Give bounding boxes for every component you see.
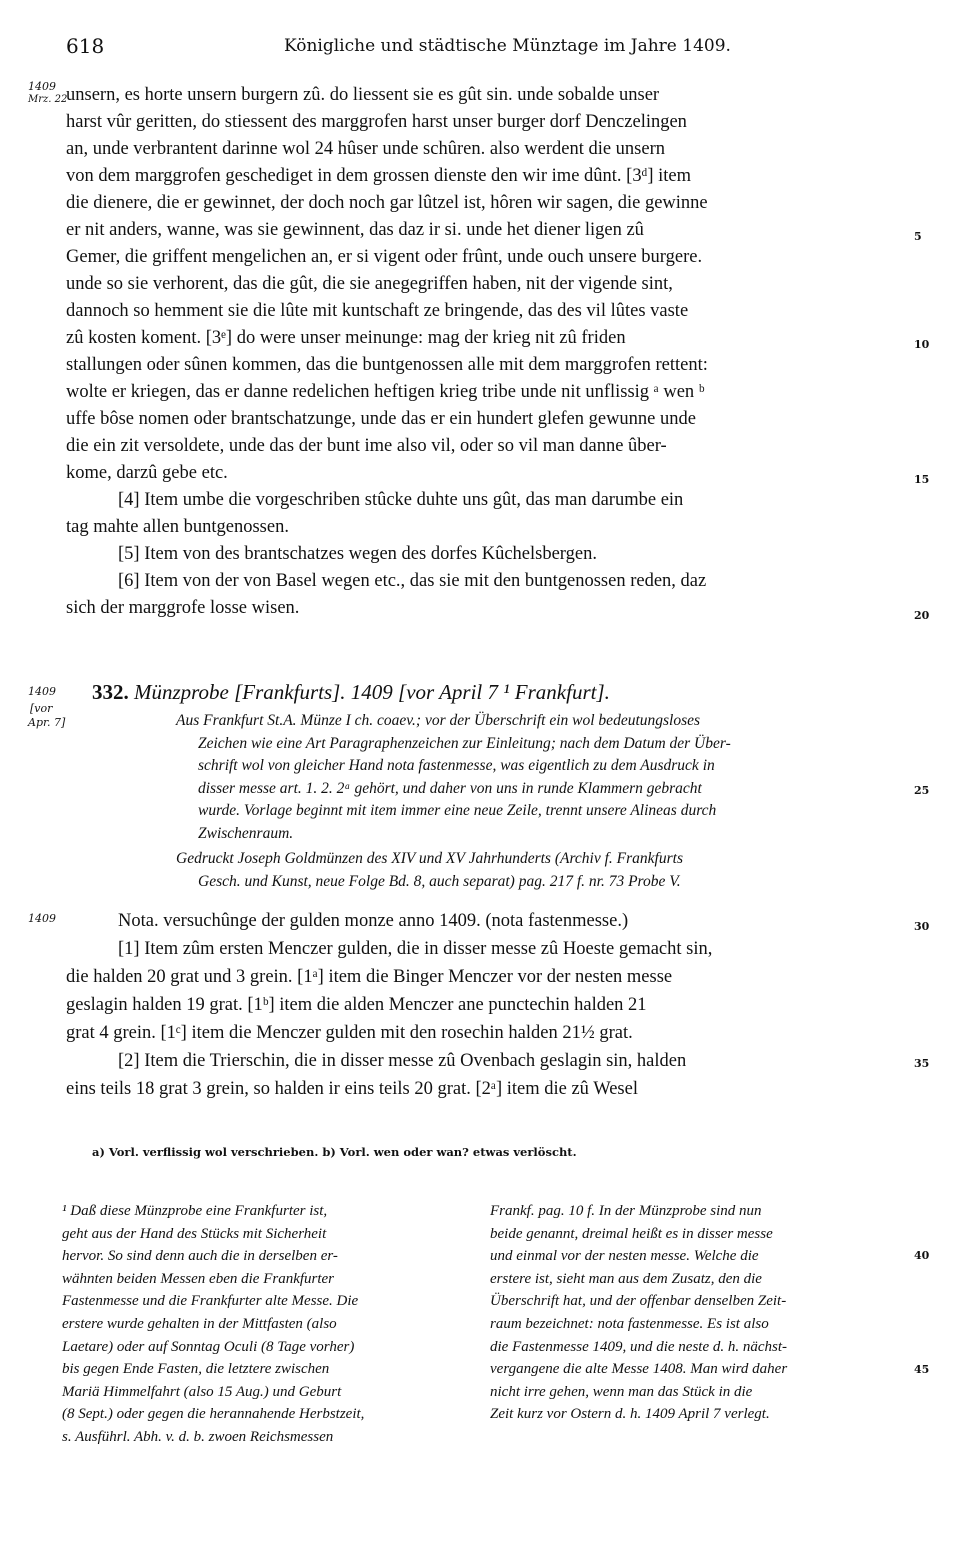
body-line: er nit anders, wanne, was sie gewinnent, das daz ir si. unde het diener ligen zû	[66, 220, 644, 240]
body-line: die ein zit versoldete, unde das der bunt ime also vil, oder so vil man danne ûber-	[66, 436, 667, 456]
source-note-line: Aus Frankfurt St.A. Münze I ch. coaev.; vor der Überschrift ein wol bedeutungsloses	[176, 712, 701, 729]
footnote-line: Mariä Himmelfahrt (also 15 Aug.) und Geburt	[62, 1383, 342, 1400]
footnote-line: vergangene die alte Messe 1408. Man wird daher	[490, 1361, 788, 1378]
body-line: unde so sie verhorent, das die gût, die sie anegegriffen haben, nit der vigende sint,	[66, 274, 673, 294]
footnote-left	[62, 1200, 472, 1449]
footnote-line: hervor. So sind denn auch die in derselben er-	[62, 1248, 338, 1265]
footnote-line: ¹ Daß diese Münzprobe eine Frankfurter ist,	[62, 1203, 328, 1219]
source-note-line: Zwischenraum.	[198, 825, 294, 842]
printed-note-line: Gesch. und Kunst, neue Folge Bd. 8, auch separat) pag. 217 f. nr. 73 Probe V.	[198, 873, 681, 890]
running-title: Königliche und städtische Münztage im Jahre 1409.	[284, 36, 731, 56]
body-line: uffe bôse nomen oder brantschatzunge, unde das er ein hundert glefen gewunne unde	[66, 409, 696, 429]
body-line: harst vûr geritten, do stiessent des marggrofen harst unser burger dorf Denczelingen	[66, 112, 687, 132]
footnote-line: erstere ist, sieht man aus dem Zusatz, den die	[490, 1270, 762, 1287]
line-number: 40	[914, 1249, 930, 1262]
body-line: wolte er kriegen, das er danne redelichen heftigen krieg tribe unde nit unflissig ᵃ wen ᵇ	[66, 382, 705, 402]
footnote-line: s. Ausführl. Abh. v. d. b. zwoen Reichsmessen	[62, 1428, 334, 1445]
body-line: stallungen oder sûnen kommen, das die buntgenossen alle mit dem marggrofen rettent:	[66, 355, 708, 375]
body-line: zû kosten koment. [3ᵉ] do were unser meinunge: mag der krieg nit zû friden	[66, 328, 626, 348]
line-number: 20	[914, 609, 930, 622]
text-line: geslagin halden 19 grat. [1ᵇ] item die alden Menczer ane punctechin halden 21	[66, 995, 647, 1015]
source-note-line: wurde. Vorlage beginnt mit item immer eine neue Zeile, trennt unsere Alineas durch	[198, 802, 717, 819]
line-number: 45	[914, 1363, 930, 1376]
footnote-line: raum bezeichnet: nota fastenmesse. Es ist also	[490, 1315, 769, 1332]
body-line: an, unde verbrantent darinne wol 24 hûser unde schûren. also werdent die unsern	[66, 139, 666, 159]
footnote-line: Laetare) oder auf Sonntag Oculi (8 Tage vorher)	[62, 1338, 355, 1355]
footnote-line: geht aus der Hand des Stücks mit Sicherheit	[62, 1225, 327, 1242]
source-note-line: schrift wol von gleicher Hand nota fastenmesse, was eigentlich zu dem Ausdruck in	[198, 757, 715, 774]
footnote-line: Frankf. pag. 10 f. In der Münzprobe sind nun	[490, 1203, 762, 1219]
text-line: [1] Item zûm ersten Menczer gulden, die in disser messe zû Hoeste gemacht sin,	[118, 939, 713, 959]
body-line: sich der marggrofe losse wisen.	[66, 598, 300, 618]
footnote-line: Fastenmesse und die Frankfurter alte Messe. Die	[62, 1293, 359, 1310]
body-line: unsern, es horte unsern burgern zû. do liessent sie es gût sin. unde sobalde unser	[66, 85, 660, 105]
body-line: [6] Item von der von Basel wegen etc., das sie mit den buntgenossen reden, daz	[118, 571, 707, 591]
footnote-line: wähnten beiden Messen eben die Frankfurter	[62, 1270, 335, 1287]
line-number: 35	[914, 1057, 930, 1070]
body-line: tag mahte allen buntgenossen.	[66, 517, 289, 537]
body-line: die dienere, die er gewinnet, der doch noch gar lûtzel ist, hôren wir sagen, die gewinne	[66, 193, 708, 213]
margin-date: 1409	[28, 912, 56, 925]
printed-note-line: Gedruckt Joseph Goldmünzen des XIV und XV Jahrhunderts (Archiv f. Frankfurts	[176, 850, 683, 867]
variant-apparatus: a) Vorl. verflissig wol verschrieben. b) Vorl. wen oder wan? etwas verlöscht.	[92, 1145, 577, 1159]
footnote-line: und einmal vor der nesten messe. Welche die	[490, 1248, 759, 1265]
footnote-line: (8 Sept.) oder gegen die herannahende Herbstzeit,	[62, 1406, 365, 1423]
line-number: 30	[914, 920, 930, 933]
text-line: die halden 20 grat und 3 grein. [1ᵃ] item die Binger Menczer vor der nesten messe	[66, 967, 673, 987]
margin-date: 1409	[28, 685, 56, 698]
margin-note: [vor	[30, 702, 53, 715]
body-line: [5] Item von des brantschatzes wegen des dorfes Kûchelsbergen.	[118, 544, 597, 564]
line-number: 25	[914, 784, 930, 797]
text-line: [2] Item die Trierschin, die in disser messe zû Ovenbach geslagin sin, halden	[118, 1051, 687, 1071]
document-number: 332.	[92, 680, 129, 704]
line-number: 10	[914, 338, 930, 351]
text-line: Nota. versuchûnge der gulden monze anno 1409. (nota fastenmesse.)	[118, 911, 629, 931]
footnote-right	[490, 1200, 900, 1426]
body-line: von dem marggrofen geschediget in dem grossen dienste den wir ime dûnt. [3ᵈ] item	[66, 166, 692, 186]
text-line: eins teils 18 grat 3 grein, so halden ir eins teils 20 grat. [2ᵃ] item die zû Wesel	[66, 1079, 638, 1099]
footnote-line: Zeit kurz vor Ostern d. h. 1409 April 7 verlegt.	[490, 1406, 770, 1423]
line-number: 5	[914, 230, 922, 243]
margin-date-sub: Mrz. 22	[28, 94, 68, 105]
source-note-line: Zeichen wie eine Art Paragraphenzeichen zur Einleitung; nach dem Datum der Über-	[198, 735, 731, 752]
body-line: Gemer, die griffent mengelichen an, er si vigent oder frûnt, unde ouch unsere burgere.	[66, 247, 703, 267]
text-line: grat 4 grein. [1ᶜ] item die Menczer gulden mit den rosechin halden 21½ grat.	[66, 1023, 633, 1043]
body-line: kome, darzû gebe etc.	[66, 463, 228, 483]
footnote-line: beide genannt, dreimal heißt es in disser messe	[490, 1225, 773, 1242]
footnote-line: die Fastenmesse 1409, und die neste d. h. nächst-	[490, 1338, 788, 1355]
margin-note: Apr. 7]	[28, 716, 66, 729]
footnote-line: erstere wurde gehalten in der Mittfasten (also	[62, 1315, 337, 1332]
page-header	[66, 34, 906, 64]
page-number: 618	[66, 34, 105, 58]
footnote-line: Überschrift hat, und der offenbar denselben Zeit-	[490, 1293, 787, 1310]
source-note-line: disser messe art. 1. 2. 2ᵃ gehört, und daher von uns in runde Klammern gebracht	[198, 780, 702, 797]
line-number: 15	[914, 473, 930, 486]
document-title-text: Münzprobe [Frankfurts]. 1409 [vor April 7 ¹ Frankfurt].	[134, 680, 610, 704]
body-line: dannoch so hemment sie die lûte mit kuntschaft ze bringende, das des vil lûtes vaste	[66, 301, 689, 321]
body-line: [4] Item umbe die vorgeschriben stûcke duhte uns gût, das man darumbe ein	[118, 490, 684, 510]
footnote-line: nicht irre gehen, wenn man das Stück in die	[490, 1383, 753, 1400]
document-title	[92, 680, 610, 705]
margin-date: 1409	[28, 80, 56, 93]
footnote-line: bis gegen Ende Fasten, die letztere zwischen	[62, 1361, 330, 1378]
